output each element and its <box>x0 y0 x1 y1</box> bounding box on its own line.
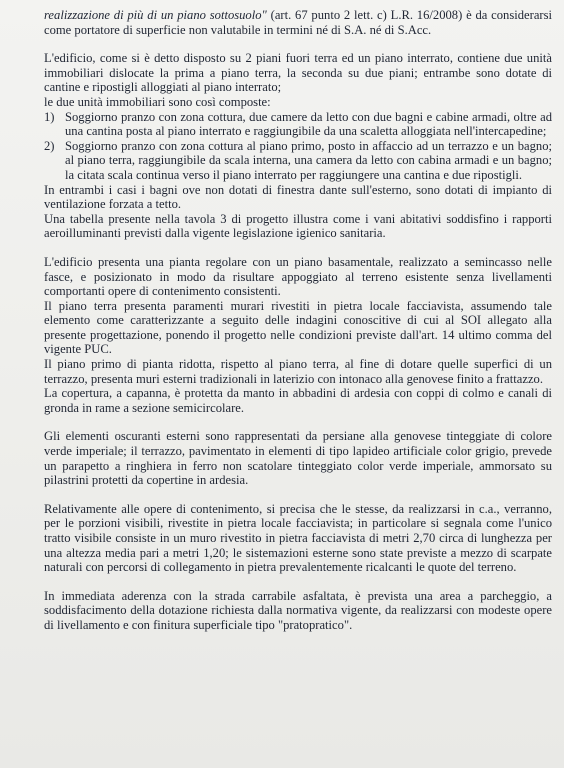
paragraph-retaining-works: Relativamente alle opere di contenimento, si precisa che le stesse, da realizzarsi in c.a., verranno, per le porzioni visibili, rivestite in pietra locale facciavista; in particolare si segnala come l'unico tratto visibile consiste in un muro rivestito in pietra facciavista di metri 2,70 circa di lunghezza per una altezza media pari a metri 1,20; le sistemazioni esterne sono state previste a mezzo di scarpate naturali con percorsi di collegamento in pietra prevalentemente ricalcanti le quote del terreno. <box>44 501 552 575</box>
list-item-text: Soggiorno pranzo con zona cottura, due camere da letto con due bagni e cabine armadi, oltre ad una cantina posta al piano interrato e raggiungibile da una scaletta alloggiata nell'intercapedine; <box>65 109 552 139</box>
paragraph-roof: La copertura, a capanna, è protetta da manto in abbadini di ardesia con coppi di colmo e canali di gronda in rame a sezione semicircolare. <box>44 386 552 415</box>
paragraph-shutters: Gli elementi oscuranti esterni sono rappresentati da persiane alla genovese tinteggiate di colore verde imperiale; il terrazzo, pavimentato in elementi di tipo lapideo artificiale color grigio, prevede un parapetto a ringhiera in ferro non scatolare tinteggiato color verde imperiale, ammorsato su pilastrini protetti da copertine in ardesia. <box>44 429 552 488</box>
list-number: 2) <box>44 138 55 153</box>
paragraph-first-floor: Il piano primo di pianta ridotta, rispetto al piano terra, al fine di dotare quelle superfici di un terrazzo, presenta muri esterni tradizionali in laterizio con intonaco alla genovese finito a frattazzo. <box>44 357 552 386</box>
list-number: 1) <box>44 109 55 124</box>
italic-quote: realizzazione di più di un piano sottosuolo" <box>44 8 267 22</box>
paragraph-plan: L'edificio presenta una pianta regolare con un piano basamentale, realizzato a semincasso nelle fasce, e posizionato in modo da risultare appoggiato al terreno esistente senza livellamenti comportanti opere di contenimento consistenti. <box>44 254 552 299</box>
list-item-text: Soggiorno pranzo con zona cottura al piano primo, posto in affaccio ad un terrazzo e un bagno; al piano terra, raggiungibile da scala interna, una camera da letto con cabina armadi e un bagno; la citata scala continua verso il piano interrato per raggiungere una cantina e due ripostigli. <box>65 138 552 182</box>
paragraph-parking: In immediata aderenza con la strada carrabile asfaltata, è prevista una area a parcheggio, a soddisfacimento della dotazione richiesta dalla normativa vigente, da realizzarsi con modeste opere di livellamento e con finitura superficiale tipo "pratopratico". <box>44 588 552 632</box>
paragraph-ground-floor: Il piano terra presenta paramenti murari rivestiti in pietra locale facciavista, assumendo tale elemento come caratterizzante a seguito delle indagini conoscitive di cui al SOI allegato alla presente progettazione, ponendo il progetto nelle condizioni previste dall'art. 14 ultimo comma del vigente PUC. <box>44 298 552 357</box>
paragraph-bathrooms: In entrambi i casi i bagni ove non dotati di finestra dante sull'esterno, sono dotati di impianto di ventilazione forzata a tetto. <box>44 182 552 212</box>
paragraph-text: (art. 67 punto 2 lett. c) L.R. 16/2008) è da considerarsi come portatore di superficie non valutabile in termini né di S.A. né di S.Acc. <box>44 8 552 37</box>
list-item <box>44 139 552 183</box>
paragraph-intro-continuation <box>44 8 552 37</box>
paragraph-units-intro: le due unità immobiliari sono così composte: <box>44 94 271 109</box>
paragraph-building-description: L'edificio, come si è detto disposto su 2 piani fuori terra ed un piano interrato, contiene due unità immobiliari dislocate la prima a piano terra, la seconda su due piani; entrambe sono dotate di cantine e ripostigli alloggiati al piano interrato; <box>44 51 552 95</box>
units-list <box>44 110 552 183</box>
paragraph-table-reference: Una tabella presente nella tavola 3 di progetto illustra come i vani abitativi soddisfino i rapporti aeroilluminanti previsti dalla vigente legislazione igienico sanitaria. <box>44 211 552 241</box>
list-item <box>44 110 552 139</box>
